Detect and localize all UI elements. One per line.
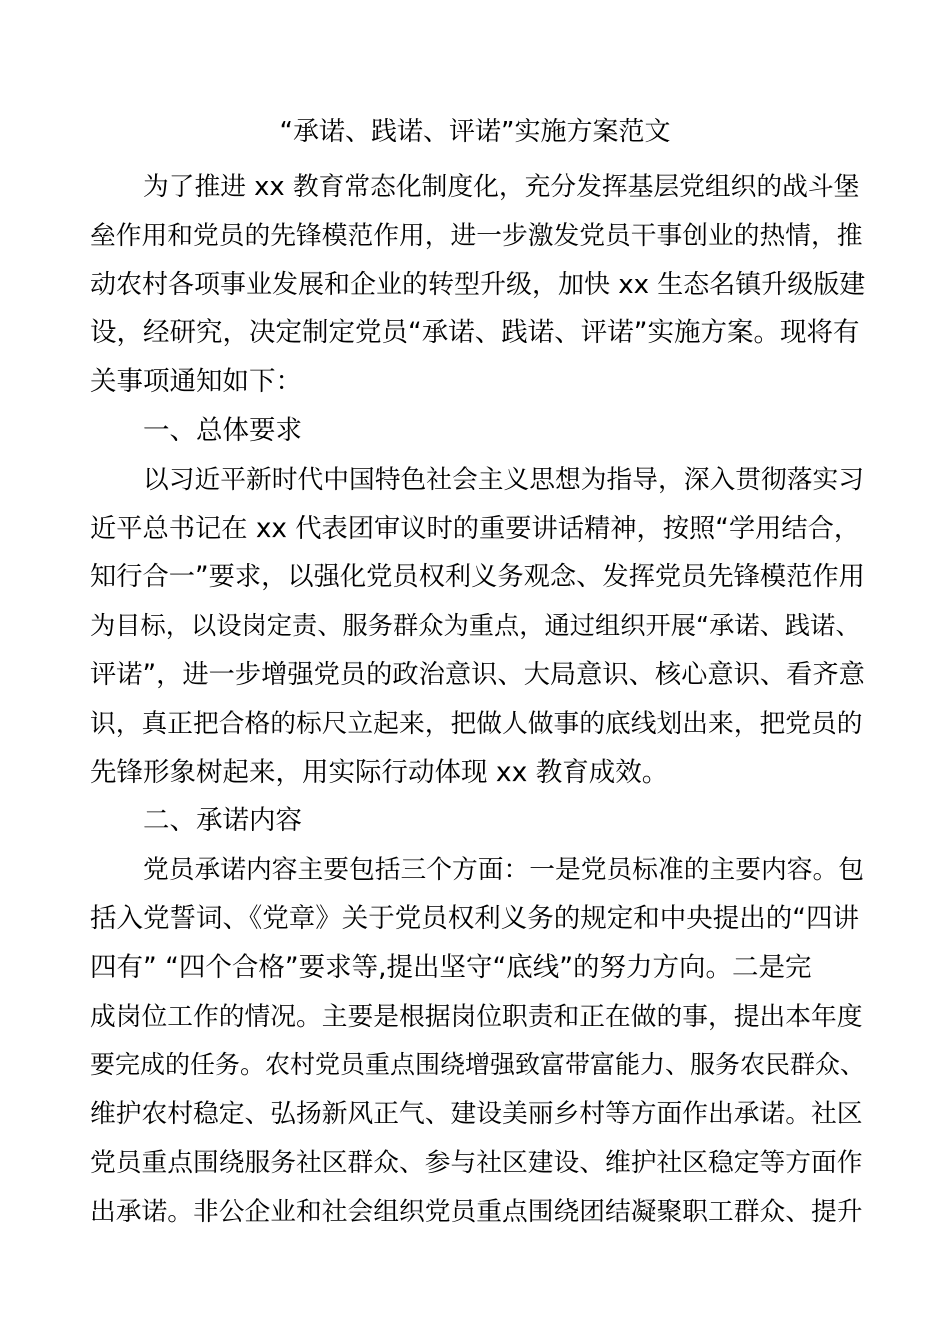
body-line: 关事项通知如下： [90, 366, 302, 398]
body-line: 识，真正把合格的标尺立起来，把做人做事的底线划出来，把党员的 [90, 708, 863, 739]
body-line: 党员承诺内容主要包括三个方面：一是党员标准的主要内容。包 [143, 855, 864, 886]
section-heading: 二、承诺内容 [143, 805, 302, 837]
body-line: 设，经研究，决定制定党员“承诺、践诺、评诺”实施方案。现将有 [90, 317, 860, 349]
document-title: “承诺、践诺、评诺”实施方案范文 [279, 117, 671, 147]
body-line: 成岗位工作的情况。主要是根据岗位职责和正在做的事，提出本年度 [90, 1001, 863, 1032]
body-line: 评诺”，进一步增强党员的政治意识、大局意识、核心意识、看齐意 [90, 659, 865, 690]
body-line: 出承诺。非公企业和社会组织党员重点围绕团结凝聚职工群众、提升 [90, 1196, 863, 1227]
body-line: 先锋形象树起来，用实际行动体现 xx 教育成效。 [90, 756, 669, 788]
body-line: 以习近平新时代中国特色社会主义思想为指导，深入贯彻落实习 [143, 464, 864, 495]
body-line: 为了推进 xx 教育常态化制度化，充分发挥基层党组织的战斗堡 [143, 172, 860, 202]
body-line: 维护农村稳定、弘扬新风正气、建设美丽乡村等方面作出承诺。社区 [90, 1099, 863, 1130]
body-line: 括入党誓词、《党章》关于党员权利义务的规定和中央提出的“四讲 [90, 902, 859, 934]
body-line: 垒作用和党员的先锋模范作用，进一步激发党员干事创业的热情，推 [90, 220, 863, 251]
document-body [90, 163, 865, 1237]
body-line: 知行合一”要求，以强化党员权利义务观念、发挥党员先锋模范作用 [90, 562, 865, 593]
body-line: 动农村各项事业发展和企业的转型升级，加快 xx 生态名镇升级版建 [90, 269, 866, 300]
body-line: 为目标，以设岗定责、服务群众为重点，通过组织开展“承诺、践诺、 [90, 611, 861, 641]
body-line: 要完成的任务。农村党员重点围绕增强致富带富能力、服务农民群众、 [90, 1050, 866, 1080]
section-heading: 一、总体要求 [143, 414, 302, 446]
body-line: 近平总书记在 xx 代表团审议时的重要讲话精神，按照“学用结合， [90, 513, 861, 544]
body-line: 四有” “四个合格”要求等,提出坚守“底线”的努力方向。二是完 [90, 951, 812, 983]
body-line: 党员重点围绕服务社区群众、参与社区建设、维护社区稳定等方面作 [90, 1147, 863, 1178]
